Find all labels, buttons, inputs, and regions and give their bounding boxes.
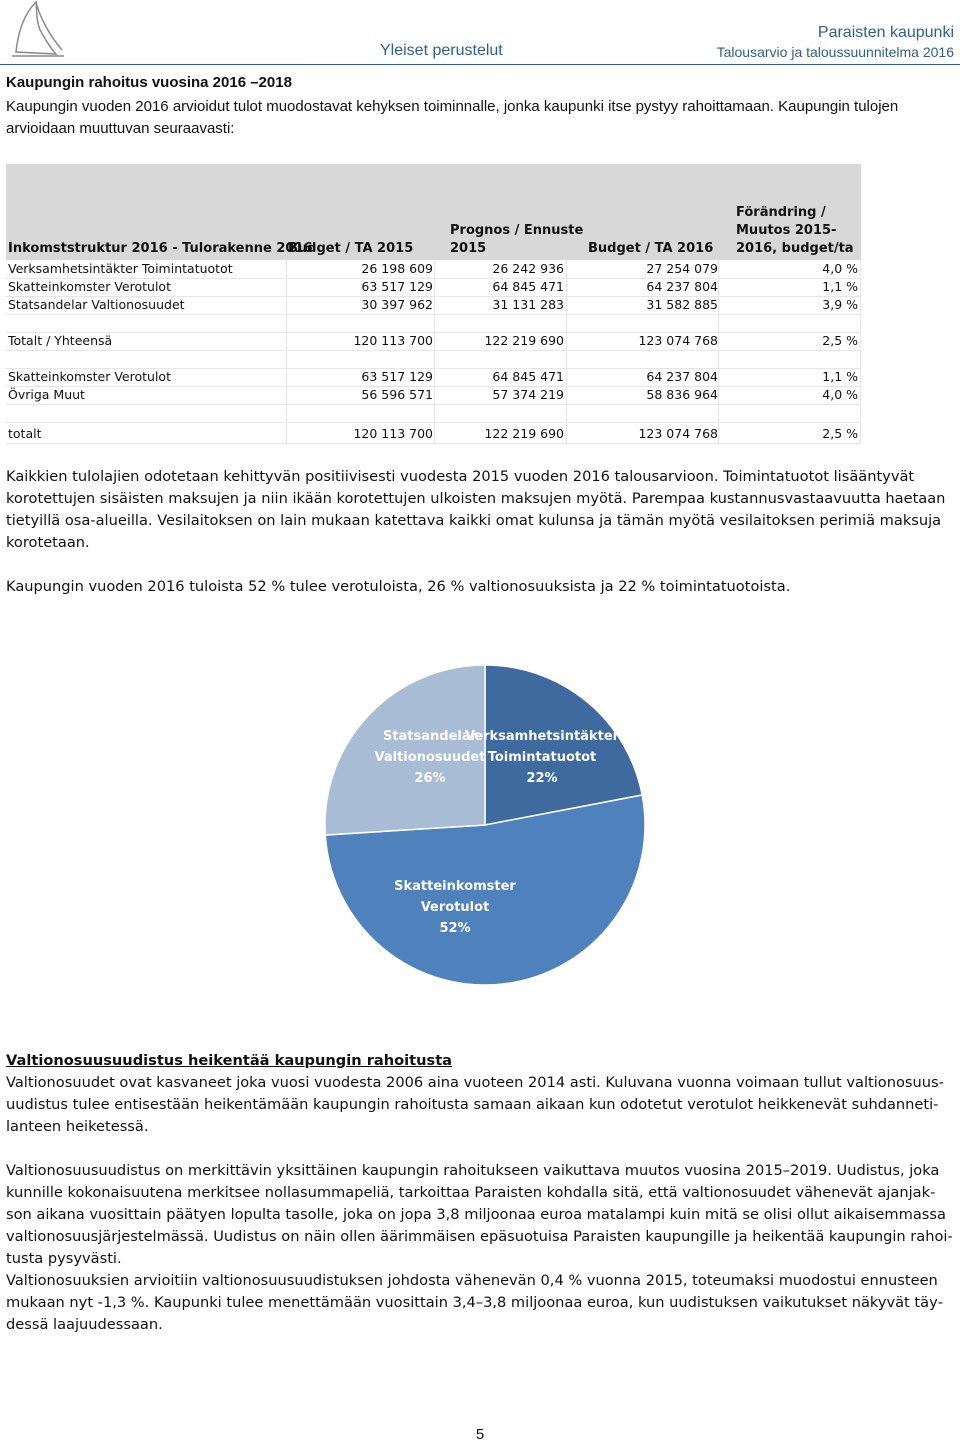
paragraph-income-shares: Kaupungin vuoden 2016 tuloista 52 % tulee verotuloista, 26 % valtionosuuksista ja 22 % toimintatuotoista.: [6, 578, 791, 595]
table-row: [6, 368, 861, 386]
cell-forecast-2015: 31 131 283: [492, 297, 564, 312]
cell-budget-2016: 123 074 768: [638, 426, 718, 441]
header-change-line2: Muutos 2015-: [736, 223, 837, 238]
cell-change: 3,9 %: [822, 297, 858, 312]
header-cell-budget-2015: Budget / TA 2015: [288, 241, 414, 256]
header-organization: Paraisten kaupunki: [817, 24, 954, 41]
grid-line: [6, 404, 861, 405]
header-forecast-line2: 2015: [450, 241, 487, 256]
cell-label: Skatteinkomster Verotulot: [8, 279, 171, 294]
cell-budget-2015: 56 596 571: [361, 387, 433, 402]
header-cell-structure: Inkomststruktur 2016 - Tulorakenne 2016: [8, 241, 313, 256]
pie-slice-label-2: Skatteinkomster Verotulot 52%: [394, 879, 516, 936]
header-cell-forecast-2015: [450, 222, 583, 258]
table-row: [6, 296, 861, 314]
income-structure-table: [6, 164, 861, 444]
header-forecast-line1: Prognos / Ennuste: [450, 223, 584, 238]
cell-label: Verksamhetsintäkter Toimintatuotot: [8, 261, 233, 276]
cell-budget-2015: 26 198 609: [361, 261, 433, 276]
cell-change: 2,5 %: [822, 333, 858, 348]
table-header: [6, 164, 861, 260]
intro-paragraph: Kaupungin vuoden 2016 arvioidut tulot muodostavat kehyksen toiminnalle, jonka kaupunki itse pystyy rahoittamaan. Kaupungin tulojen arvioidaan muuttuvan seuraavasti:: [6, 98, 899, 137]
paragraph-state-subsidies: Valtionosuudet ovat kasvaneet joka vuosi vuodesta 2006 aina vuoteen 2014 asti. Kuluvana vuonna voimaan tullut valtionosuusuudistus tulee entisestään heikentämään kaupungin rahoitusta samaan aikaan kun odotetut verotulot heikkenevät suhdannetilanteen heiketessä.: [6, 1074, 944, 1135]
cell-budget-2016: 64 237 804: [646, 369, 718, 384]
cell-budget-2016: 58 836 964: [646, 387, 718, 402]
cell-label: Skatteinkomster Verotulot: [8, 369, 171, 384]
cell-budget-2016: 64 237 804: [646, 279, 718, 294]
grid-line: [6, 350, 861, 351]
header-cell-change: [736, 204, 854, 258]
cell-budget-2015: 120 113 700: [353, 426, 433, 441]
cell-budget-2015: 63 517 129: [361, 279, 433, 294]
cell-label: Övriga Muut: [8, 387, 85, 402]
cell-forecast-2015: 122 219 690: [484, 333, 564, 348]
header-cell-budget-2016: Budget / TA 2016: [588, 241, 714, 256]
table-row: [6, 386, 861, 404]
cell-label: Totalt / Yhteensä: [8, 333, 113, 348]
cell-change: 1,1 %: [822, 369, 858, 384]
cell-forecast-2015: 26 242 936: [492, 261, 564, 276]
city-logo-icon: [6, 0, 68, 62]
cell-budget-2015: 120 113 700: [353, 333, 433, 348]
table-row-total: [6, 332, 861, 350]
cell-budget-2015: 30 397 962: [361, 297, 433, 312]
header-change-line1: Förändring /: [736, 205, 826, 220]
grid-line: [6, 443, 861, 444]
header-section: Yleiset perustelut: [380, 42, 503, 59]
header-divider: [0, 64, 960, 65]
header-document-title: Talousarvio ja taloussuunnitelma 2016: [716, 44, 954, 60]
cell-budget-2015: 63 517 129: [361, 369, 433, 384]
grid-line: [6, 422, 861, 423]
cell-change: 4,0 %: [822, 261, 858, 276]
cell-change: 2,5 %: [822, 426, 858, 441]
cell-change: 1,1 %: [822, 279, 858, 294]
page-number: 5: [475, 1426, 485, 1443]
income-pie-chart: [310, 650, 660, 1000]
paragraph-reform-effects: Valtionosuuksien arvioitiin valtionosuusuudistuksen johdosta vähenevän 0,4 % vuonna 2015, toteumaksi muodostui ennusteen mukaan nyt -1,3 %. Kaupunki tulee menettämään vuosittain 3,4–3,8 miljoonaa euroa, kun uudistuksen vaikutukset näkyvät täydessä laajuudessaan.: [6, 1272, 943, 1333]
pie-slice-label-1: Verksamhetsintäkter Toimintatuotot 22%: [464, 729, 620, 786]
table-row: [6, 278, 861, 296]
pie-slice-label-3: Statsandelar Valtionosuudet 26%: [374, 729, 486, 786]
cell-forecast-2015: 64 845 471: [492, 279, 564, 294]
cell-label: Statsandelar Valtionosuudet: [8, 297, 185, 312]
cell-budget-2016: 27 254 079: [646, 261, 718, 276]
table-row: [6, 260, 861, 278]
table-row-total: [6, 425, 861, 443]
section2-title: Valtionosuusuudistus heikentää kaupungin rahoitusta: [6, 1052, 453, 1069]
paragraph-income-development: Kaikkien tulolajien odotetaan kehittyvän positiivisesti vuodesta 2015 vuoden 2016 talousarvioon. Toimintatuotot lisääntyvät korotettujen sisäisten maksujen ja niin ikään korotettujen ulkoisten maksujen myötä. Parempaa kustannusvastaavuutta haetaan tietyillä osa-alueilla. Vesilaitoksen on lain mukaan katettava kaikki omat kulunsa ja tämän myötä vesilaitoksen perimiä maksuja korotetaan.: [6, 468, 946, 551]
cell-budget-2016: 31 582 885: [646, 297, 718, 312]
paragraph-reform: Valtionosuusuudistus on merkittävin yksittäinen kaupungin rahoitukseen vaikuttava muutos vuosina 2015–2019. Uudistus, joka kunnille kokonaisuutena merkitsee nollasummapeliä, tarkoittaa Paraisten kohdalla sitä, että valtionosuudet vähenevät ajanjakson aikana vuosittain päätyen lopulta tasolle, joka on jopa 3,8 miljoonaa euroa matalampi kuin mitä se olisi ollut aikaisemmassa valtionosuusjärjestelmässä. Uudistus on näin ollen äärimmäisen epäsuotuisa Paraisten kaupungille ja heikentää kaupungin rahoitusta pysyvästi.: [6, 1162, 953, 1267]
cell-change: 4,0 %: [822, 387, 858, 402]
cell-forecast-2015: 122 219 690: [484, 426, 564, 441]
cell-budget-2016: 123 074 768: [638, 333, 718, 348]
section-title: Kaupungin rahoitus vuosina 2016 –2018: [6, 74, 292, 91]
grid-line: [6, 314, 861, 315]
cell-forecast-2015: 64 845 471: [492, 369, 564, 384]
cell-forecast-2015: 57 374 219: [492, 387, 564, 402]
cell-label: totalt: [8, 426, 42, 441]
header-change-line3: 2016, budget/ta: [736, 241, 854, 256]
